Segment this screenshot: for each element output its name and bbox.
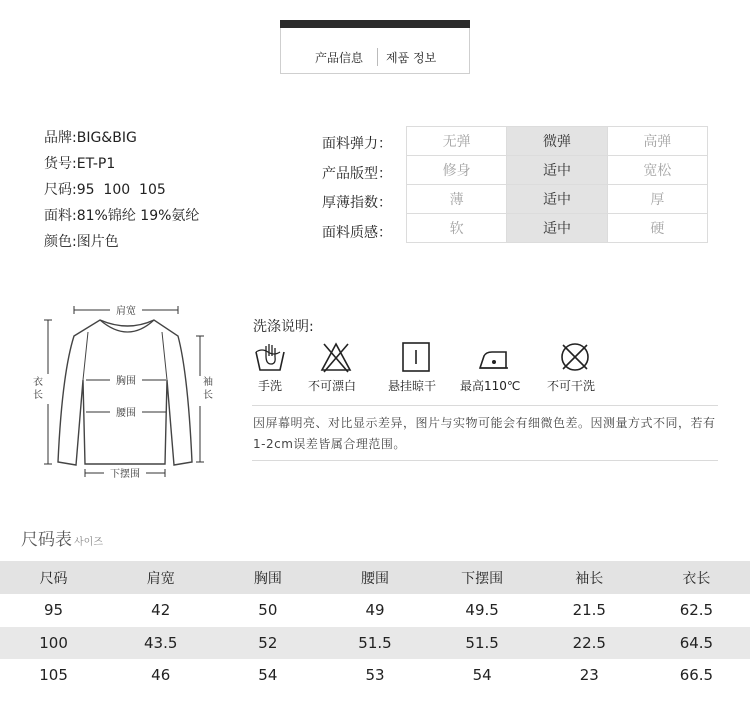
table-cell: 23: [579, 666, 599, 685]
table-cell: 42: [151, 601, 171, 620]
table-header-cell: 腰围: [360, 570, 389, 587]
table-cell: 43.5: [144, 633, 178, 652]
attr-option: 软: [407, 214, 507, 243]
info-size: 尺码:95 100 105: [44, 182, 166, 198]
attr-option: 无弹: [407, 127, 507, 156]
table-header-cell: 衣长: [682, 570, 711, 587]
attr-option-selected: 适中: [507, 214, 607, 243]
sleeve-label: 袖 长: [203, 377, 213, 401]
attr-option: 修身: [407, 156, 507, 185]
attr-label-stretch: 面料弹力：: [322, 136, 392, 152]
size-table-subtitle: 사이즈: [74, 537, 103, 548]
attr-option-selected: 适中: [507, 156, 607, 185]
hem-label: 下摆围: [110, 469, 140, 480]
table-row: [0, 594, 750, 627]
wash-label: 最高110℃: [460, 379, 521, 393]
info-sku: 货号:ET-P1: [44, 156, 116, 172]
size-table-title: 尺码表 사이즈: [21, 530, 103, 550]
header-bar: [280, 20, 470, 28]
attr-option: 硬: [608, 214, 708, 243]
table-header-cell: 尺码: [39, 570, 68, 587]
garment-diagram: [22, 292, 234, 484]
attr-label-fit: 产品版型：: [322, 166, 392, 182]
table-cell: 52: [258, 633, 278, 652]
attr-label-texture: 面料质感：: [322, 225, 392, 241]
table-row: [0, 659, 750, 692]
hang-dry-icon: [398, 340, 434, 374]
attr-option: 宽松: [608, 156, 708, 185]
table-cell: 54: [472, 666, 492, 685]
no-bleach-icon: [318, 340, 354, 374]
shoulder-label: 肩宽: [116, 306, 136, 317]
attr-row-texture: [407, 214, 708, 243]
wash-label: 不可干洗: [547, 379, 596, 393]
table-cell: 100: [39, 633, 68, 652]
attr-row-stretch: [407, 127, 708, 156]
info-fabric: 面料:81%锦纶 19%氨纶: [44, 208, 200, 224]
product-info: [44, 125, 199, 255]
table-cell: 62.5: [679, 601, 714, 620]
garment-outline: [58, 320, 192, 465]
header-divider: [377, 48, 378, 66]
waist-label: 腰围: [116, 408, 136, 419]
table-header-cell: 下摆围: [461, 570, 504, 587]
size-table: [0, 561, 750, 692]
attr-option: 薄: [407, 185, 507, 214]
chest-label: 胸围: [116, 376, 136, 387]
table-header-row: [0, 561, 750, 594]
length-label: 衣 长: [33, 377, 43, 401]
attr-option-selected: 微弹: [507, 127, 607, 156]
table-cell: 54: [258, 666, 278, 685]
table-cell: 51.5: [358, 633, 392, 652]
wash-label: 不可漂白: [308, 379, 357, 393]
table-cell: 95: [44, 601, 64, 620]
info-color: 颜色:图片色: [44, 234, 119, 250]
table-cell: 53: [365, 666, 385, 685]
attr-label-thickness: 厚薄指数：: [322, 195, 392, 211]
attr-option: 厚: [608, 185, 708, 214]
header-label-cn: 产品信息: [315, 51, 364, 65]
attr-option-selected: 适中: [507, 185, 607, 214]
wash-label: 手洗: [258, 379, 283, 393]
hand-wash-icon: [252, 340, 288, 374]
no-dry-clean-icon: [557, 340, 593, 374]
notice-text: 因屏幕明亮、对比显示差异，图片与实物可能会有细微色差。因测量方式不同，若有1-2cm误差皆属合理范围。: [253, 416, 716, 451]
table-cell: 49: [365, 601, 385, 620]
divider: [252, 460, 718, 461]
table-header-cell: 肩宽: [146, 570, 175, 587]
header-box: [280, 28, 470, 74]
info-brand: 品牌:BIG&BIG: [44, 130, 137, 146]
table-cell: 50: [258, 601, 278, 620]
attribute-table: [406, 126, 708, 243]
attr-row-fit: [407, 156, 708, 185]
table-cell: 66.5: [679, 666, 714, 685]
table-cell: 105: [39, 666, 68, 685]
washing-title: 洗涤说明:: [253, 319, 314, 335]
attr-option: 高弹: [608, 127, 708, 156]
wash-label: 悬挂晾干: [388, 379, 437, 393]
header-label-kr: 제품 정보: [386, 51, 437, 65]
table-header-cell: 袖长: [575, 570, 604, 587]
table-cell: 21.5: [572, 601, 606, 620]
table-header-cell: 胸围: [253, 570, 282, 587]
table-row: [0, 627, 750, 660]
attr-row-thickness: [407, 185, 708, 214]
table-cell: 49.5: [465, 601, 499, 620]
divider: [252, 405, 718, 406]
table-cell: 46: [151, 666, 171, 685]
table-cell: 22.5: [572, 633, 606, 652]
iron-110-icon: [476, 340, 512, 374]
table-cell: 51.5: [465, 633, 499, 652]
table-cell: 64.5: [679, 633, 714, 652]
